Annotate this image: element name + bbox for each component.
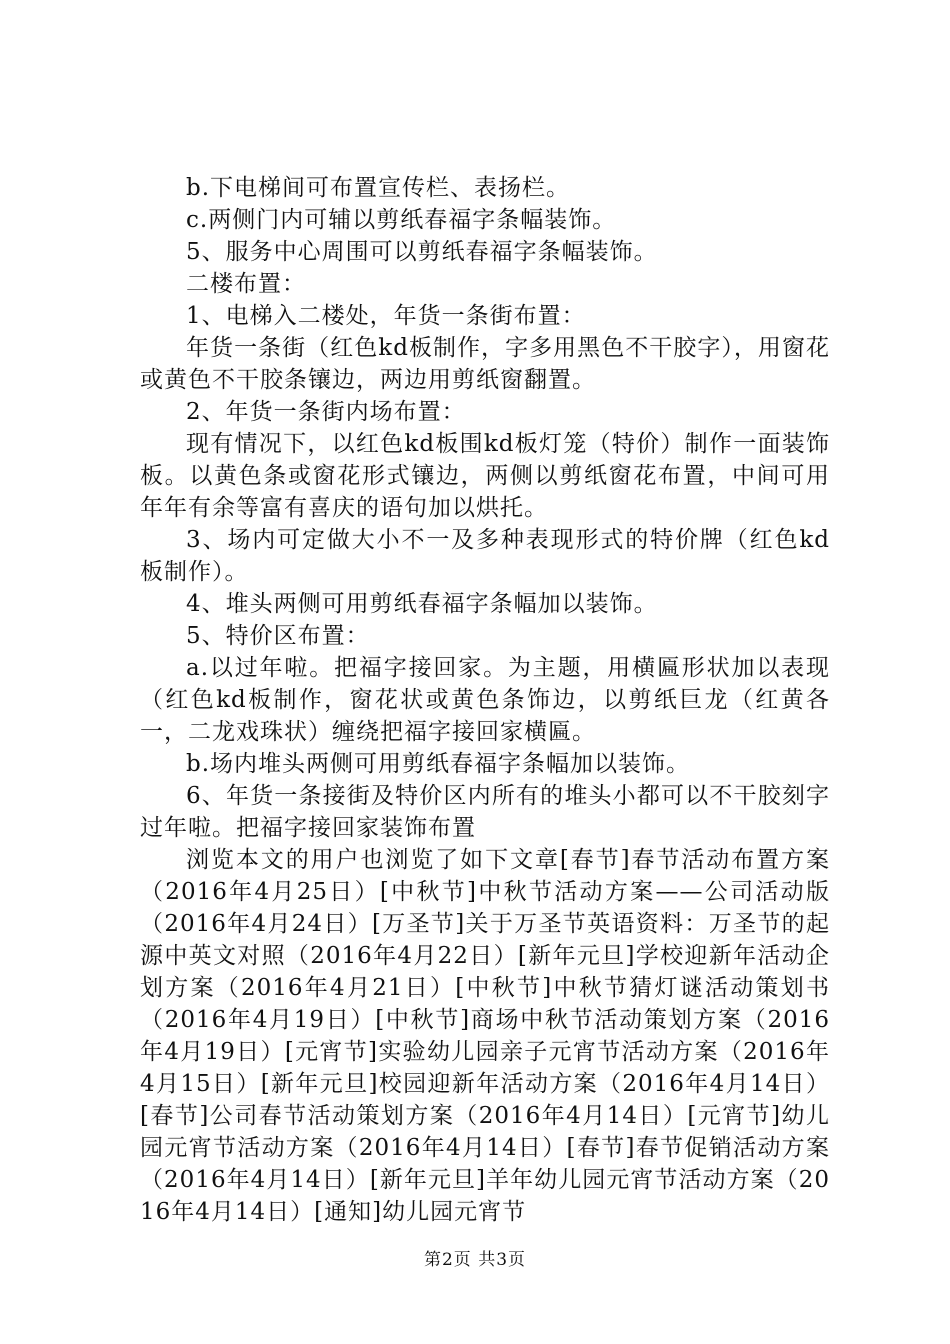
paragraph: 2、年货一条街内场布置： xyxy=(186,399,466,425)
paragraph: 现有情况下，以红色kd板围kd板灯笼（特价）制作一面装饰板。以黄色条或窗花形式镶边，两侧以剪纸窗花布置，中间可用年年有余等富有喜庆的语句加以烘托。 xyxy=(140,431,830,521)
paragraph: a.以过年啦。把福字接回家。为主题，用横匾形状加以表现（红色kd板制作，窗花状或黄色条饰边，以剪纸巨龙（红黄各一，二龙戏珠状）缠绕把福字接回家横匾。 xyxy=(140,655,830,745)
paragraph: 1、电梯入二楼处，年货一条街布置： xyxy=(186,303,586,329)
paragraph: 年货一条街（红色kd板制作，字多用黑色不干胶字），用窗花或黄色不干胶条镶边，两边用剪纸窗翻置。 xyxy=(140,335,830,393)
section-heading: 二楼布置： xyxy=(186,271,306,297)
paragraph: 5、特价区布置： xyxy=(186,623,370,649)
document-body xyxy=(140,172,830,1228)
related-articles-paragraph: 浏览本文的用户也浏览了如下文章[春节]春节活动布置方案（2016年4月25日）[中秋节]中秋节活动方案——公司活动版（2016年4月24日）[万圣节]关于万圣节英语资料：万圣节的起源中英文对照（2016年4月22日）[新年元旦]学校迎新年活动企划方案（2016年4月21日）[中秋节]中秋节猜灯谜活动策划书（2016年4月19日）[中秋节]商场中秋节活动策划方案（2016年4月19日）[元宵节]实验幼儿园亲子元宵节活动方案（2016年4月15日）[新年元旦]校园迎新年活动方案（2016年4月14日）[春节]公司春节活动策划方案（2016年4月14日）[元宵节]幼儿园元宵节活动方案（2016年4月14日）[春节]春节促销活动方案（2016年4月14日）[新年元旦]羊年幼儿园元宵节活动方案（2016年4月14日）[通知]幼儿园元宵节 xyxy=(140,847,830,1225)
paragraph: b.场内堆头两侧可用剪纸春福字条幅加以装饰。 xyxy=(186,751,691,777)
paragraph: 4、堆头两侧可用剪纸春福字条幅加以装饰。 xyxy=(186,591,658,617)
paragraph: 3、场内可定做大小不一及多种表现形式的特价牌（红色kd板制作）。 xyxy=(140,527,830,585)
paragraph: b.下电梯间可布置宣传栏、表扬栏。 xyxy=(186,175,571,201)
paragraph: 6、年货一条接街及特价区内所有的堆头小都可以不干胶刻字过年啦。把福字接回家装饰布置 xyxy=(140,783,830,841)
page-footer: 第2页 共3页 xyxy=(423,1250,527,1270)
paragraph: 5、服务中心周围可以剪纸春福字条幅装饰。 xyxy=(186,239,658,265)
paragraph: c.两侧门内可辅以剪纸春福字条幅装饰。 xyxy=(186,207,617,233)
